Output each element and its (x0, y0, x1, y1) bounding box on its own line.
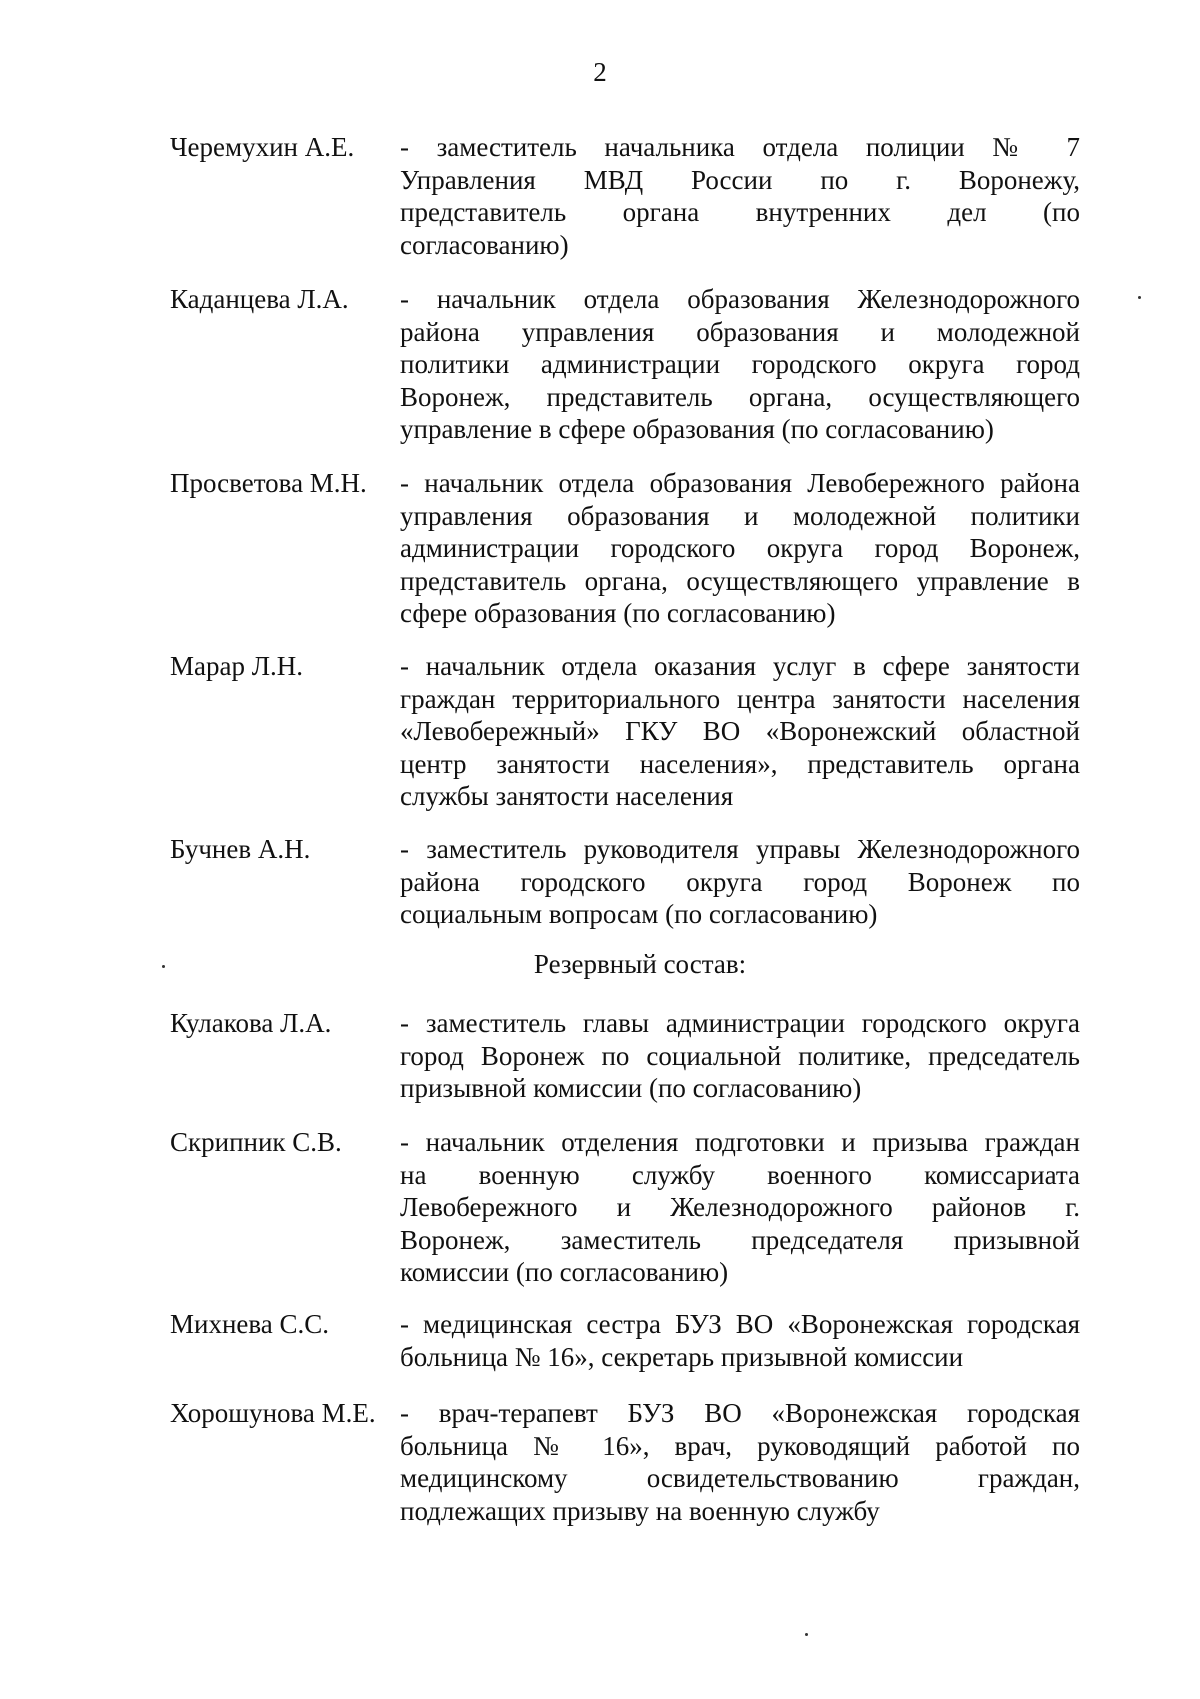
description-line: - начальник отдела образования Железнодорожного (400, 284, 1080, 314)
description-line: - заместитель руководителя управы Железнодорожного (400, 834, 1080, 864)
description-line: района городского округа город Воронеж по (400, 866, 1080, 897)
reserve-section-title: Резервный состав: (533, 949, 747, 979)
description-line: медицинскому освидетельствованию граждан, (400, 1463, 1080, 1493)
member-description (400, 1308, 1080, 1373)
description-line: управления образования и молодежной политики (400, 500, 1080, 531)
description-line: социальным вопросам (по согласованию) (400, 899, 878, 929)
scan-speck (805, 1633, 808, 1636)
description-line: призывной комиссии (по согласованию) (400, 1073, 862, 1103)
member-description (400, 833, 1080, 931)
description-line: службы занятости населения (400, 781, 734, 811)
description-line: больница № 16», врач, руководящий работой по (400, 1430, 1080, 1461)
member-name: Кулакова Л.А. (170, 1008, 332, 1038)
description-line: сфере образования (по согласованию) (400, 598, 836, 628)
member-name: Просветова М.Н. (170, 468, 367, 498)
description-line: подлежащих призыву на военную службу (400, 1495, 880, 1526)
description-line: согласованию) (400, 229, 569, 260)
member-name: Бучнев А.Н. (170, 834, 311, 864)
description-line: управление в сфере образования (по согласованию) (400, 414, 994, 444)
member-name: Марар Л.Н. (170, 651, 304, 681)
member-description (400, 131, 1080, 261)
description-line: представитель органа внутренних дел (по (400, 197, 1080, 227)
member-description (400, 650, 1080, 813)
description-line: Воронеж, представитель органа, осуществляющего (400, 381, 1080, 412)
member-name: Черемухин А.Е. (170, 132, 355, 162)
member-description (400, 1007, 1080, 1105)
description-line: центр занятости населения», представитель органа (400, 748, 1080, 779)
description-line: представитель органа, осуществляющего управление в (400, 565, 1080, 596)
member-description (400, 1126, 1080, 1289)
description-line: администрации городского округа город Воронеж, (400, 533, 1080, 563)
member-name: Каданцева Л.А. (170, 284, 349, 314)
description-line: Левобережного и Железнодорожного районов г. (400, 1192, 1080, 1222)
member-description (400, 467, 1080, 630)
description-line: Управления МВД России по г. Воронежу, (400, 164, 1080, 195)
scan-speck (1138, 296, 1141, 299)
member-name: Скрипник С.В. (170, 1127, 342, 1157)
member-name: Хорошунова М.Е. (170, 1398, 376, 1428)
description-line: комиссии (по согласованию) (400, 1257, 729, 1287)
scan-speck (162, 965, 165, 968)
description-line: - врач-терапевт БУЗ ВО «Воронежская городская (400, 1398, 1080, 1428)
page-number: 2 (593, 57, 607, 87)
description-line: - начальник отдела оказания услуг в сфере занятости (400, 651, 1080, 681)
member-name: Михнева С.С. (170, 1309, 330, 1339)
description-line: на военную службу военного комиссариата (400, 1159, 1080, 1190)
description-line: - начальник отделения подготовки и призыва граждан (400, 1127, 1080, 1157)
description-line: граждан территориального центра занятости населения (400, 683, 1080, 714)
description-line: город Воронеж по социальной политике, председатель (400, 1040, 1080, 1071)
description-line: района управления образования и молодежной (400, 316, 1080, 347)
description-line: «Левобережный» ГКУ ВО «Воронежский областной (400, 716, 1080, 746)
member-description (400, 1397, 1080, 1527)
description-line: Воронеж, заместитель председателя призывной (400, 1224, 1080, 1255)
description-line: - начальник отдела образования Левобережного района (400, 468, 1080, 498)
description-line: - заместитель главы администрации городского округа (400, 1008, 1080, 1038)
description-line: политики администрации городского округа город (400, 349, 1080, 379)
description-line: - медицинская сестра БУЗ ВО «Воронежская городская (400, 1309, 1080, 1339)
description-line: - заместитель начальника отдела полиции № 7 (400, 132, 1080, 162)
description-line: больница № 16», секретарь призывной комиссии (400, 1341, 964, 1372)
member-description (400, 283, 1080, 446)
